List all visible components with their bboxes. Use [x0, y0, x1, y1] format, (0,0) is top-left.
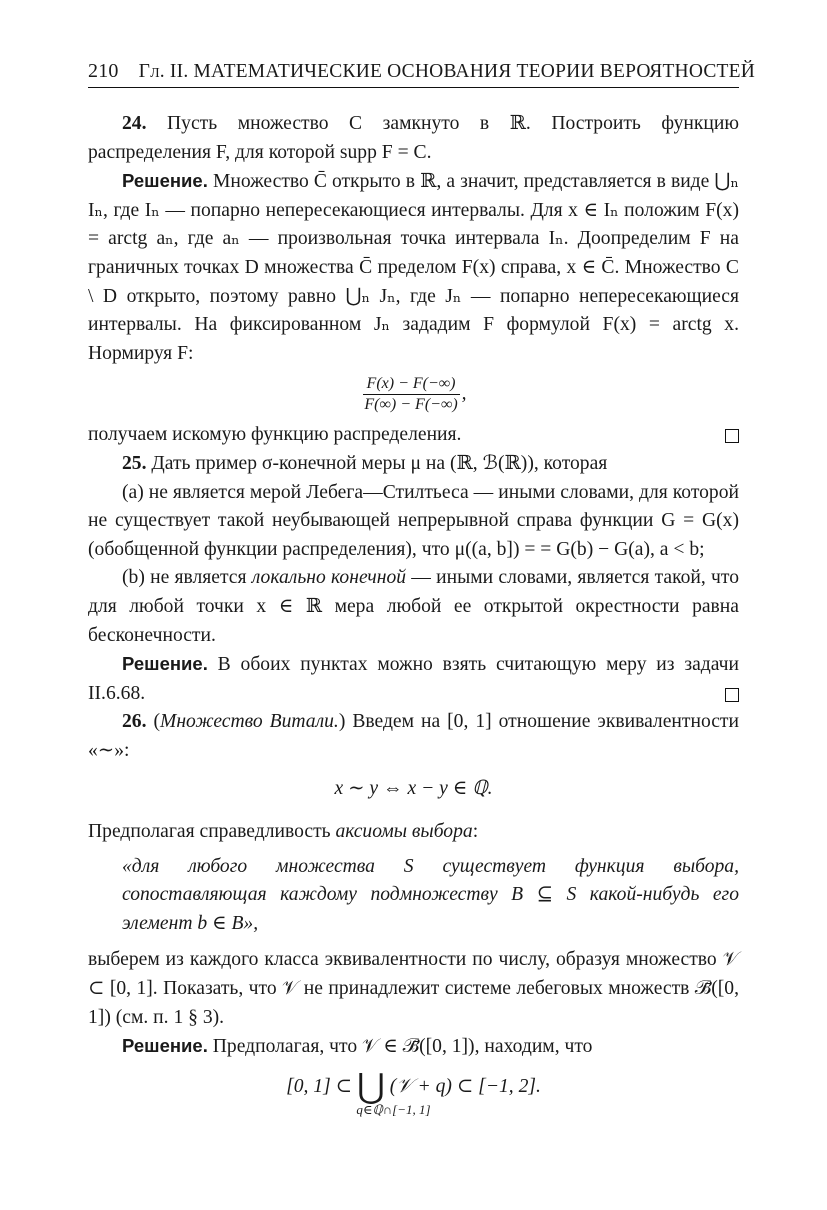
- problem-25-part-b: [88, 564, 739, 650]
- union-right: (𝒱 + q) ⊂ [−1, 2].: [389, 1075, 541, 1097]
- union-inclusion-formula: [88, 1068, 739, 1119]
- equivalence-formula: x ∼ y ⇔ x − y ∈ ℚ.: [334, 778, 493, 800]
- union-index: q∈ℚ∩[−1, 1]: [356, 1102, 431, 1118]
- locally-finite-term: локально конечной: [251, 567, 407, 589]
- problem-26-task: [88, 946, 739, 1032]
- axiom-intro-text: Предполагая справедливость: [88, 821, 331, 843]
- axiom-intro: [88, 818, 739, 847]
- problem-24-solution: [88, 167, 739, 368]
- axiom-quote: «для любого множества S существует функция выбора, сопоставляющая каждому подмножеству B ⊆ S какой-нибудь его элемент b ∈ B»,: [122, 855, 739, 934]
- problem-26-solution-label: Решение.: [122, 1035, 208, 1057]
- problem-24-conclusion-text: получаем искомую функцию распределения.: [88, 424, 462, 446]
- problem-25-solution: [88, 650, 739, 708]
- qed-square-icon: [725, 429, 739, 443]
- qed-square-icon: [725, 688, 739, 702]
- axiom-intro-colon: :: [472, 821, 479, 843]
- running-title: Гл. II. МАТЕМАТИЧЕСКИЕ ОСНОВАНИЯ ТЕОРИИ ВЕРОЯТНОСТЕЙ: [138, 61, 756, 82]
- problem-25-part-b-start: (b) не является: [122, 567, 247, 589]
- problem-24-number: 24.: [122, 113, 147, 134]
- problem-24-statement: [88, 110, 739, 167]
- problem-25-part-a-text: (a) не является мерой Лебега—Стилтьеса — иными словами, для которой не существует такой неубывающей непрерывной справа функции G = G(x) (обобщенной функции распределения), что μ((a, b]) = = G(b) − G(a), a < b;: [88, 481, 739, 560]
- problem-25-solution-label: Решение.: [122, 653, 208, 675]
- problem-25-statement: [88, 450, 739, 479]
- problem-25-solution-text: В обоих пунктах можно взять считающую меру из задачи II.6.68.: [88, 654, 739, 704]
- vitali-set-title: Множество Витали.: [160, 711, 339, 733]
- big-union-symbol: ⋃: [356, 1068, 385, 1106]
- fraction: [360, 374, 461, 415]
- formula-comma: ,: [461, 383, 467, 405]
- problem-24-conclusion: [88, 421, 739, 450]
- problem-25-number: 25.: [122, 452, 147, 474]
- problem-24-solution-text: Множество C̄ открыто в ℝ, а значит, представляется в виде ⋃ₙ Iₙ, где Iₙ — попарно непересекающиеся интервалы. Для x ∈ Iₙ положим F(x) = arctg aₙ, где aₙ — произвольная точка интервала Iₙ. Доопределим F на граничных точках D множества C̄ пределом F(x) справа, x ∈ C̄. Множество C \ D открыто, поэтому равно ⋃ₙ Jₙ, где Jₙ — попарно непересекающиеся интервалы. На фиксированном Jₙ зададим F формулой F(x) = arctg x. Нормируя F:: [88, 171, 739, 364]
- axiom-of-choice-term: аксиомы выбора: [335, 821, 473, 843]
- problem-26-solution: [88, 1032, 739, 1062]
- problem-24-text: Пусть множество C замкнуто в ℝ. Построить функцию распределения F, для которой supp F = C.: [88, 113, 739, 163]
- page-body: [88, 110, 739, 1118]
- problem-24-normalization-formula: [88, 374, 739, 415]
- fraction-denominator: F(∞) − F(−∞): [364, 396, 458, 414]
- problem-26-task-text: выберем из каждого класса эквивалентности по числу, образуя множество 𝒱 ⊂ [0, 1]. Показать, что 𝒱 не принадлежит системе лебеговых множеств ℬ̄([0, 1]) (см. п. 1 § 3).: [88, 949, 739, 1028]
- page-number: 210: [88, 60, 119, 82]
- problem-26-text: Введем на [0, 1] отношение эквивалентности «∼»:: [88, 711, 739, 761]
- running-header: [88, 56, 756, 88]
- problem-26-statement: 26. (Множество Витали.) Введем на [0, 1] отношение эквивалентности «∼»:: [88, 711, 739, 761]
- problem-25-part-a: [88, 479, 739, 565]
- problem-26-number: 26.: [122, 711, 147, 733]
- union-left: [0, 1] ⊂: [286, 1075, 353, 1097]
- problem-25-text: Дать пример σ-конечной меры μ на (ℝ, ℬ(ℝ)), которая: [151, 452, 608, 474]
- problem-25-part-b-end: — иными словами, является такой, что для любой точки x ∈ ℝ мера любой ее открытой окрестности равна бесконечности.: [88, 567, 739, 646]
- fraction-numerator: F(x) − F(−∞): [363, 374, 460, 395]
- problem-26-solution-text: Предполагая, что 𝒱 ∈ ℬ̄([0, 1]), находим, что: [212, 1036, 593, 1058]
- problem-24-solution-label: Решение.: [122, 170, 208, 192]
